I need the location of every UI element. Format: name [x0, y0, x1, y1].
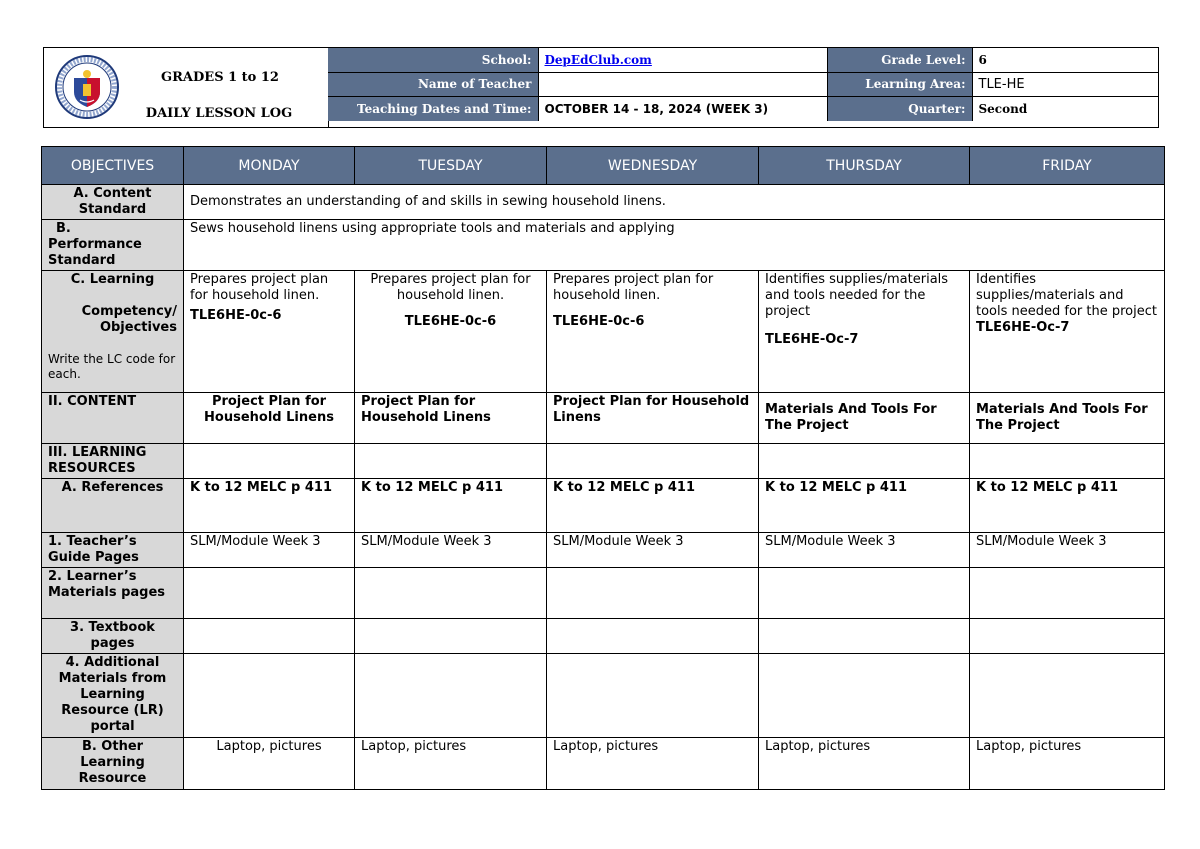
teacher-label: Name of Teacher	[328, 72, 538, 96]
references-tuesday[interactable]: K to 12 MELC p 411	[355, 479, 547, 533]
learning-area-value[interactable]: TLE-HE	[972, 72, 1158, 96]
header-info-table	[328, 48, 1158, 121]
references-thursday[interactable]: K to 12 MELC p 411	[759, 479, 970, 533]
row-label-performance-standard	[42, 220, 184, 271]
references-wednesday[interactable]: K to 12 MELC p 411	[547, 479, 759, 533]
additional-wednesday[interactable]	[547, 654, 759, 738]
resources-wednesday[interactable]	[547, 444, 759, 479]
other-resources-wednesday[interactable]: Laptop, pictures	[547, 738, 759, 790]
textbook-thursday[interactable]	[759, 619, 970, 654]
competency-friday[interactable]	[970, 271, 1165, 393]
grade-level-label: Grade Level:	[827, 48, 972, 72]
learners-materials-tuesday[interactable]	[355, 568, 547, 619]
competency-label-line2: Competency/ Objectives	[81, 304, 177, 335]
content-tuesday[interactable]: Project Plan for Household Linens	[355, 393, 547, 444]
textbook-monday[interactable]	[184, 619, 355, 654]
table-row	[42, 185, 1165, 220]
header-title-log: DAILY LESSON LOG	[145, 106, 293, 121]
col-header-tuesday: TUESDAY	[355, 147, 547, 185]
teachers-guide-wednesday[interactable]: SLM/Module Week 3	[547, 533, 759, 568]
teachers-guide-thursday[interactable]: SLM/Module Week 3	[759, 533, 970, 568]
other-resources-tuesday[interactable]: Laptop, pictures	[355, 738, 547, 790]
row-label-learners-materials: 2. Learner’s Materials pages	[42, 568, 184, 619]
table-row	[42, 619, 1165, 654]
quarter-label: Quarter:	[827, 97, 972, 121]
col-header-friday: FRIDAY	[970, 147, 1165, 185]
other-resources-friday[interactable]: Laptop, pictures	[970, 738, 1165, 790]
other-resources-monday[interactable]: Laptop, pictures	[184, 738, 355, 790]
textbook-tuesday[interactable]	[355, 619, 547, 654]
additional-friday[interactable]	[970, 654, 1165, 738]
content-standard-text[interactable]: Demonstrates an understanding of and skills in sewing household linens.	[184, 185, 1165, 220]
header-title-block	[44, 48, 329, 127]
row-label-content-standard: A. Content Standard	[42, 185, 184, 220]
table-row	[42, 444, 1165, 479]
grade-level-value[interactable]: 6	[972, 48, 1158, 72]
teaching-dates-label: Teaching Dates and Time:	[328, 97, 538, 121]
learners-materials-friday[interactable]	[970, 568, 1165, 619]
competency-thursday[interactable]	[759, 271, 970, 393]
row-label-other-resources: B. Other Learning Resource	[42, 738, 184, 790]
table-row	[42, 220, 1165, 271]
row-label-teachers-guide: 1. Teacher’s Guide Pages	[42, 533, 184, 568]
references-monday[interactable]: K to 12 MELC p 411	[184, 479, 355, 533]
school-value[interactable]	[538, 48, 827, 72]
competency-monday[interactable]	[184, 271, 355, 393]
content-friday[interactable]: Materials And Tools For The Project	[970, 393, 1165, 444]
learners-materials-wednesday[interactable]	[547, 568, 759, 619]
row-label-learning-resources: III. LEARNING RESOURCES	[42, 444, 184, 479]
content-monday[interactable]: Project Plan for Household Linens	[184, 393, 355, 444]
competency-wednesday-code: TLE6HE-0c-6	[553, 314, 645, 329]
teachers-guide-tuesday[interactable]: SLM/Module Week 3	[355, 533, 547, 568]
textbook-friday[interactable]	[970, 619, 1165, 654]
teacher-value[interactable]	[538, 72, 827, 96]
competency-thursday-text: Identifies supplies/materials and tools needed for the project	[765, 272, 949, 319]
quarter-value[interactable]: Second	[972, 97, 1158, 121]
competency-tuesday-code: TLE6HE-0c-6	[404, 314, 497, 329]
school-link[interactable]: DepEdClub.com	[544, 52, 652, 67]
competency-thursday-code: TLE6HE-Oc-7	[765, 332, 859, 347]
references-friday[interactable]: K to 12 MELC p 411	[970, 479, 1165, 533]
performance-label-text: Performance Standard	[48, 237, 142, 268]
additional-thursday[interactable]	[759, 654, 970, 738]
content-wednesday[interactable]: Project Plan for Household Linens	[547, 393, 759, 444]
header-title-grades: GRADES 1 to 12	[161, 70, 279, 85]
lesson-log-header	[43, 47, 1159, 128]
learners-materials-monday[interactable]	[184, 568, 355, 619]
competency-friday-text: Identifies supplies/materials and tools needed for the project	[976, 272, 1157, 319]
competency-monday-code: TLE6HE-0c-6	[190, 308, 282, 323]
row-label-references: A. References	[42, 479, 184, 533]
competency-tuesday[interactable]	[355, 271, 547, 393]
performance-standard-text[interactable]: Sews household linens using appropriate tools and materials and applying	[184, 220, 1165, 271]
col-header-monday: MONDAY	[184, 147, 355, 185]
performance-label-letter: B.	[56, 221, 71, 236]
row-label-content: II. CONTENT	[42, 393, 184, 444]
additional-tuesday[interactable]	[355, 654, 547, 738]
resources-thursday[interactable]	[759, 444, 970, 479]
teaching-dates-value[interactable]: OCTOBER 14 - 18, 2024 (WEEK 3)	[538, 97, 827, 121]
teachers-guide-friday[interactable]: SLM/Module Week 3	[970, 533, 1165, 568]
table-row	[42, 654, 1165, 738]
table-row	[42, 738, 1165, 790]
competency-wednesday-text: Prepares project plan for household linen.	[553, 272, 714, 303]
competency-friday-code: TLE6HE-Oc-7	[976, 320, 1070, 335]
resources-friday[interactable]	[970, 444, 1165, 479]
lesson-plan-table	[41, 146, 1165, 790]
row-label-learning-competency	[42, 271, 184, 393]
col-header-objectives: OBJECTIVES	[42, 147, 184, 185]
table-row	[42, 568, 1165, 619]
school-label: School:	[328, 48, 538, 72]
col-header-thursday: THURSDAY	[759, 147, 970, 185]
teachers-guide-monday[interactable]: SLM/Module Week 3	[184, 533, 355, 568]
learners-materials-thursday[interactable]	[759, 568, 970, 619]
table-row	[42, 479, 1165, 533]
competency-label-line1: C. Learning	[70, 272, 155, 287]
row-label-additional-materials: 4. Additional Materials from Learning Resource (LR) portal	[42, 654, 184, 738]
competency-monday-text: Prepares project plan for household linen.	[190, 272, 329, 303]
additional-monday[interactable]	[184, 654, 355, 738]
row-label-textbook: 3. Textbook pages	[42, 619, 184, 654]
table-row	[42, 393, 1165, 444]
table-row	[42, 533, 1165, 568]
resources-tuesday[interactable]	[355, 444, 547, 479]
deped-seal-icon	[54, 54, 120, 120]
table-header-row	[42, 147, 1165, 185]
resources-monday[interactable]	[184, 444, 355, 479]
content-thursday[interactable]: Materials And Tools For The Project	[759, 393, 970, 444]
competency-wednesday[interactable]	[547, 271, 759, 393]
other-resources-thursday[interactable]: Laptop, pictures	[759, 738, 970, 790]
learning-area-label: Learning Area:	[827, 72, 972, 96]
col-header-wednesday: WEDNESDAY	[547, 147, 759, 185]
table-row	[42, 271, 1165, 393]
competency-tuesday-text: Prepares project plan for household linen.	[370, 272, 531, 303]
textbook-wednesday[interactable]	[547, 619, 759, 654]
competency-label-note: Write the LC code for each.	[48, 352, 176, 381]
